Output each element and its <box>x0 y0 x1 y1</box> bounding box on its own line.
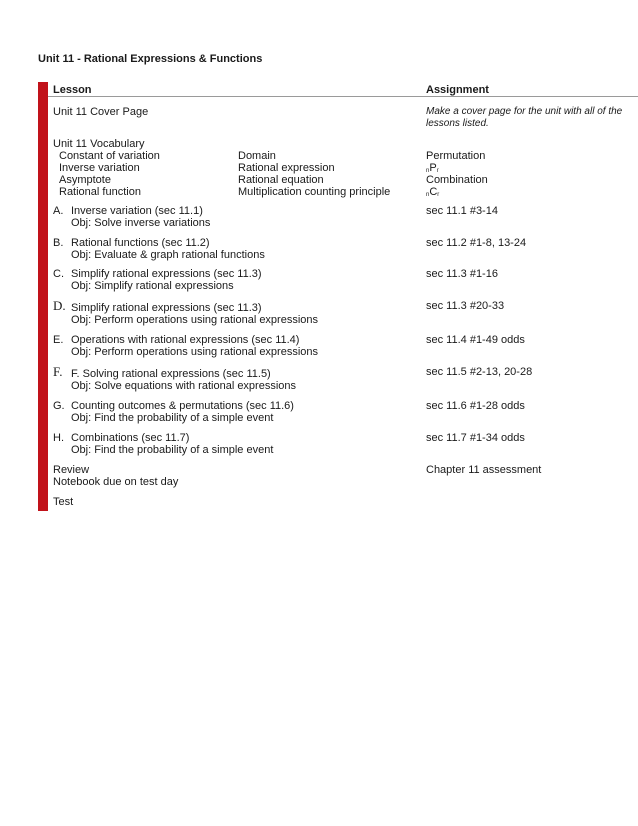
review-assignment: Chapter 11 assessment <box>426 464 542 476</box>
lesson-assignment: sec 11.1 #3-14 <box>426 205 498 217</box>
lesson-marker: F. <box>53 364 63 379</box>
lesson-assignment: sec 11.3 #20-33 <box>426 300 505 312</box>
vocab-term: Rational equation <box>238 174 324 186</box>
review-label: Review <box>53 464 90 476</box>
lesson-marker: B. <box>53 237 64 249</box>
lesson-title: Simplify rational expressions (sec 11.3) <box>71 268 262 280</box>
lesson-title: Combinations (sec 11.7) <box>71 432 190 444</box>
vocab-term: Constant of variation <box>59 150 160 162</box>
lesson-objective: Obj: Find the probability of a simple event <box>71 444 274 456</box>
header-divider <box>48 96 638 97</box>
assignment-column-header: Assignment <box>426 84 489 96</box>
vocab-term: Domain <box>238 150 276 162</box>
lesson-marker: G. <box>53 400 65 412</box>
lesson-title: Counting outcomes & permutations (sec 11.6) <box>71 400 294 412</box>
lesson-title: Rational functions (sec 11.2) <box>71 237 210 249</box>
lesson-assignment: sec 11.7 #1-34 odds <box>426 432 525 444</box>
lesson-objective: Obj: Find the probability of a simple event <box>71 412 274 424</box>
lesson-objective: Obj: Perform operations using rational expressions <box>71 346 319 358</box>
lesson-objective: Obj: Simplify rational expressions <box>71 280 234 292</box>
lesson-objective: Obj: Perform operations using rational expressions <box>71 314 319 326</box>
lesson-assignment: sec 11.6 #1-28 odds <box>426 400 525 412</box>
lesson-marker: A. <box>53 205 64 217</box>
lesson-title: Inverse variation (sec 11.1) <box>71 205 203 217</box>
lesson-objective: Obj: Solve equations with rational expressions <box>71 380 297 392</box>
lesson-assignment: sec 11.3 #1-16 <box>426 268 498 280</box>
cover-assignment-line1: Make a cover page for the unit with all of the <box>426 106 623 117</box>
lesson-marker: D. <box>53 298 66 313</box>
page-title: Unit 11 - Rational Expressions & Functions <box>38 53 263 65</box>
cover-lesson: Unit 11 Cover Page <box>53 106 149 118</box>
vocab-term: Permutation <box>426 150 486 162</box>
vocab-term: Rational expression <box>238 162 335 174</box>
npr-notation: nPr <box>426 162 439 174</box>
vocab-term: Multiplication counting principle <box>238 186 391 198</box>
ncr-notation: nCr <box>426 186 440 198</box>
test-label: Test <box>53 496 74 508</box>
review-note: Notebook due on test day <box>53 476 179 488</box>
lesson-objective: Obj: Evaluate & graph rational functions <box>71 249 265 261</box>
lesson-title: Simplify rational expressions (sec 11.3) <box>71 302 262 314</box>
accent-bar <box>38 82 48 511</box>
vocab-term: Combination <box>426 174 488 186</box>
vocab-term: Rational function <box>59 186 141 198</box>
lesson-assignment: sec 11.5 #2-13, 20-28 <box>426 366 533 378</box>
vocab-heading: Unit 11 Vocabulary <box>53 138 145 150</box>
cover-assignment-line2: lessons listed. <box>426 118 489 129</box>
lesson-assignment: sec 11.2 #1-8, 13-24 <box>426 237 527 249</box>
lesson-title: Operations with rational expressions (sec 11.4) <box>71 334 300 346</box>
lesson-assignment: sec 11.4 #1-49 odds <box>426 334 525 346</box>
lesson-marker: H. <box>53 432 64 444</box>
vocab-term: Inverse variation <box>59 162 140 174</box>
lesson-column-header: Lesson <box>53 84 92 96</box>
vocab-term: Asymptote <box>59 174 111 186</box>
lesson-marker: C. <box>53 268 64 280</box>
lesson-title: F. Solving rational expressions (sec 11.5) <box>71 368 271 380</box>
lesson-marker: E. <box>53 334 64 346</box>
lesson-objective: Obj: Solve inverse variations <box>71 217 211 229</box>
